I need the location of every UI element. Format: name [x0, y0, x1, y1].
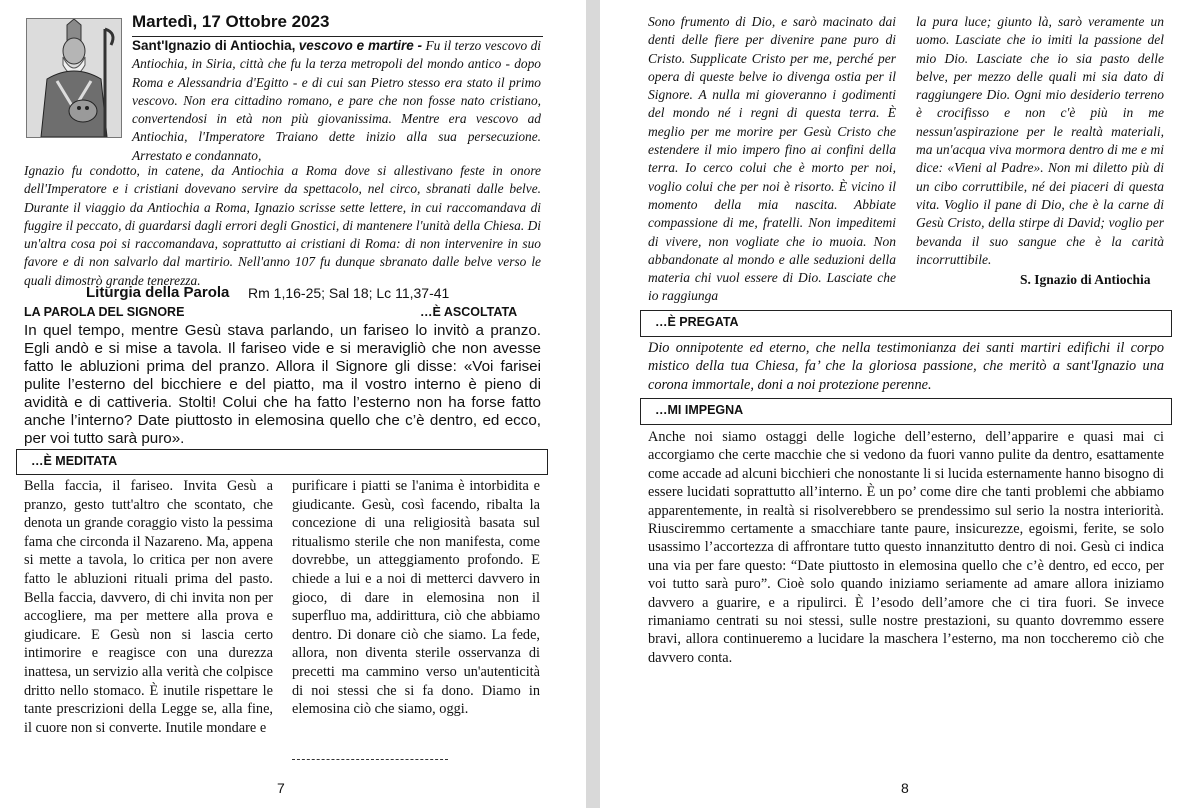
- saint-name: Sant'Ignazio di Antiochia,: [132, 38, 296, 53]
- saint-bio-text-1: Fu il terzo vescovo di Antiochia, in Siria, città che fu la terza metropoli del mondo antico - dopo Roma e Alessandria d'Egitto - e di cui san Pietro stesso era stato il primo vescovo. Non era cittadino romano, e pare che non fosse nato cristiano, convertendosi in età non più giovanissima. Mentre era vescovo ad Antiochia, l'Imperatore Traiano dette inizio alla sua persecuzione. Arrestato e condannato,: [132, 38, 541, 163]
- saint-ignatius-portrait: [26, 18, 122, 138]
- impegna-label: …MI IMPEGNA: [655, 403, 744, 417]
- saint-bio-intro: [132, 37, 541, 165]
- liturgy-references: Rm 1,16-25; Sal 18; Lc 11,37-41: [248, 285, 450, 301]
- pregata-label: …È PREGATA: [655, 315, 739, 329]
- meditation-column-1: Bella faccia, il fariseo. Invita Gesù a pranzo, gesto tutt'altro che scontato, che denota un grande coraggio visto la pessima fama che circonda il Nazareno. Ma, appena si mette a tavola, lo critica per non avere fatto le abluzioni rituali prima del pasto. Bella faccia, davvero, di chi invita non per accogliere, ma per mettere alla prova e giudicare. E Gesù non si lascia certo intimorire e reagisce con una durezza inattesa, un servizio alla verità che colpisce dritto nello stomaco. È inutile rispettare le tante prescrizioni della Legge se, alla fine, il cuore non si converte. Inutile mondare e: [24, 478, 273, 736]
- page-7: [0, 0, 586, 808]
- prayer-text: Dio onnipotente ed eterno, che nella testimonianza dei santi martiri edifichi il corpo mistico della tua Chiesa, fa’ che la gloriosa passione, che meritò a sant'Ignazio una corona immortale, doni a noi protezione perenne.: [648, 340, 1164, 393]
- saint-title: vescovo e martire -: [298, 38, 423, 53]
- ascoltata-label: …È ASCOLTATA: [420, 305, 518, 319]
- letter-column-1: Sono frumento di Dio, e sarò macinato dai denti delle fiere per divenire pane puro di Cristo. Supplicate Cristo per me, perché per opera di queste belve io divenga ostia per il Signore. A nulla mi gioveranno i godimenti del mondo né i regni di questa terra. È meglio per me morire per Gesù Cristo che estendere il mio impero fino ai confini della terra. Io cerco colui che è morto per noi, voglio colui che per noi è risorto. È vicino il momento della mia nascita. Abbiate compassione di me, fratelli. Non impeditemi di vivere, non vogliate che io muoia. Non abbandonate al mondo e alle seduzioni della materia chi vuol essere di Dio. Lasciate che io raggiunga: [648, 14, 896, 304]
- meditation-column-2: purificare i piatti se l'anima è intorbidita e giudicante. Gesù, così facendo, ribalta la concezione di una religiosità basata sul ritualismo sterile che non manifesta, come dovrebbe, un atteggiamento profondo. E chiede a lui e a noi di metterci davvero in gioco, di dare in elemosina non il superfluo ma, addirittura, ciò che abbiamo dentro. Di donare ciò che siamo. La fede, allora, non diventa sterile osservanza di precetti ma cammino verso un'autenticità di noi stessi che si fa dono. Diamo in elemosina ciò che siamo, oggi.: [292, 478, 540, 718]
- letter-column-2: la pura luce; giunto là, sarò veramente un uomo. Lasciate che io imiti la passione del mio Dio. Lasciate che io sia pasto delle belve, per mezzo delle quali mi sia dato di raggiungere Dio. Ogni mio desiderio terreno è crocifisso e non c'è più in me nessun'aspirazione per le realtà materiali, ma un'acqua viva mormora dentro di me e mi dice: «Vieni al Padre». Non mi diletto più di un cibo corruttibile, né dei piaceri di questa vita. Voglio il pane di Dio, che è la carne di Gesù Cristo, della stirpe di David; voglio per bevanda il suo sangue che è la carità incorruttibile.: [916, 14, 1164, 267]
- saint-bio-text-2: Ignazio fu condotto, in catene, da Antiochia a Roma dove si allestivano feste in onore dell'Imperatore e i cristiani dovevano servire da spettacolo, nel circo, sbranati dalle belve. Durante il viaggio da Antiochia a Roma, Ignazio scrisse sette lettere, in cui raccomandava di fuggire il peccato, di guardarsi dagli errori degli Gnostici, di mantenere l'unità della Chiesa. Di un'altra cosa poi si raccomandava, soprattutto ai cristiani di Roma: di non intervenire in suo favore e di non salvarlo dal martirio. Nell'anno 107 fu dunque sbranato dalle belve verso le quali dimostrò grande tenerezza.: [24, 163, 541, 288]
- letter-signature: S. Ignazio di Antiochia: [1020, 272, 1151, 287]
- page-number-8: 8: [901, 780, 909, 796]
- liturgy-title: Liturgia della Parola: [86, 284, 230, 301]
- commitment-text: Anche noi siamo ostaggi delle logiche dell’esterno, dell’apparire e quasi mai ci accorgiamo che certe macchie che si vedono da fuori vanno pulite da dentro, esattamente come accade ad alcuni bicchieri che nonostante li si lucida esternamente hanno bisogno di essere lucidati soprattutto all’interno. È un po’ come dire che tanti problemi che abbiamo apparentemente, in realtà si risolverebbero se prendessimo sul serio la nostra interiorità. Riusciremmo certamente a smacchiare tante paure, insicurezze, egoismi, ferite, se solo usassimo l’accortezza di affrontare tutto questo innanzitutto dentro di noi. Gesù ci indica una via per fare questo: “Date piuttosto in elemosina quello che c’è dentro, ed ecco, per voi tutto sarà puro”. Cioè solo quando iniziamo seriamente ad amare allora iniziamo davvero a guarire, e a ripulirci. È l’esodo dell’amore che ci tira fuori. Se invece rimaniamo centrati su noi stessi, sulle nostre prestazioni, su quanto dovremmo essere bravi, allora continueremo a lucidare la maschera l’esterno, ma non toccheremo ciò che davvero conta.: [648, 429, 1164, 666]
- section-impegna: [640, 398, 1172, 425]
- parola-label: LA PAROLA DEL SIGNORE: [24, 305, 185, 319]
- section-meditata: [16, 449, 548, 475]
- page-number: 7: [277, 780, 285, 796]
- section-pregata: [640, 310, 1172, 337]
- date-heading: Martedì, 17 Ottobre 2023: [132, 12, 330, 31]
- gospel-text: In quel tempo, mentre Gesù stava parlando, un fariseo lo invitò a pranzo. Egli andò e si mise a tavola. Il fariseo vide e si meravigliò che non avesse fatto le abluzioni prima del pranzo. Allora il Signore gli disse: «Voi farisei pulite l’esterno del bicchiere e del piatto, ma il vostro interno è pieno di avidità e di cattiveria. Stolti! Colui che ha fatto l’esterno non ha forse fatto anche l’interno? Date piuttosto in elemosina quello che c’è dentro, ed ecco, per voi tutto sarà puro».: [24, 322, 541, 447]
- meditata-label: …È MEDITATA: [31, 454, 118, 468]
- end-rule: [292, 759, 448, 760]
- page-gutter: [586, 0, 600, 808]
